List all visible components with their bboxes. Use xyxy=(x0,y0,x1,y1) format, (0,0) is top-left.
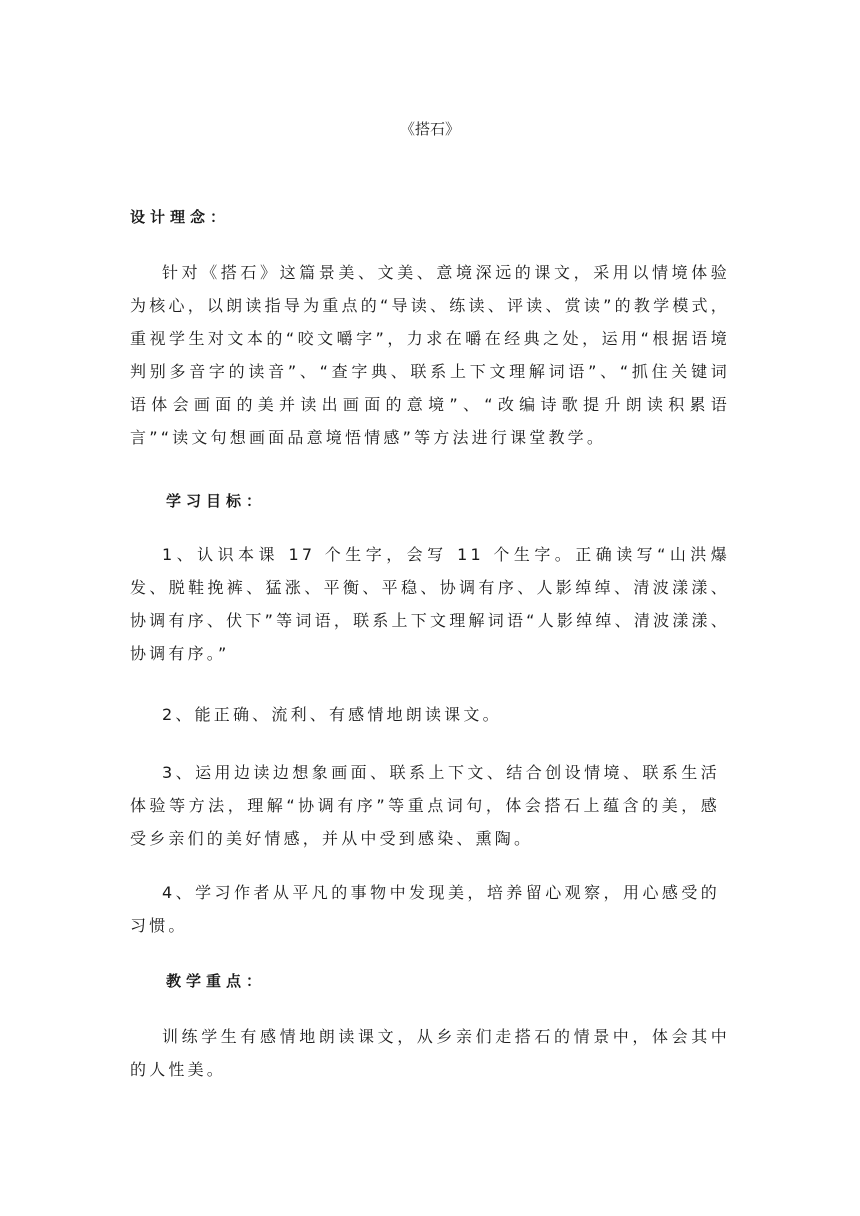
learning-goal-4: 4、学习作者从平凡的事物中发现美，培养留心观察，用心感受的习惯。 xyxy=(130,883,720,935)
section-heading-learning-goals: 学习目标： xyxy=(166,492,267,510)
teaching-focus-paragraph: 训练学生有感情地朗读课文，从乡亲们走搭石的情景中，体会其中的人性美。 xyxy=(130,1027,730,1079)
design-concept-paragraph: 针对《搭石》这篇景美、文美、意境深远的课文，采用以情境体验为核心，以朗读指导为重点的“导读、练读、评读、赏读”的教学模式，重视学生对文本的“咬文嚼字”，力求在嚼在经典之处，运用“根据语境判别多音字的读音”、“查字典、联系上下文理解词语”、“抓住关键词语体会画面的美并读出画面的意境”、“改编诗歌提升朗读积累语言”“读文句想画面品意境悟情感”等方法进行课堂教学。 xyxy=(130,263,730,447)
section-heading-design-concept: 设计理念： xyxy=(130,208,231,226)
learning-goal-2: 2、能正确、流利、有感情地朗读课文。 xyxy=(162,705,502,724)
section-heading-teaching-focus: 教学重点： xyxy=(166,972,267,990)
learning-goal-1: 1、认识本课 17 个生字，会写 11 个生字。正确读写“山洪爆发、脱鞋挽裤、猛涨、平衡、平稳、协调有序、人影绰绰、清波漾漾、协调有序、伏下”等词语，联系上下文理解词语“人影绰绰、清波漾漾、协调有序。” xyxy=(130,545,730,663)
learning-goal-3: 3、运用边读边想象画面、联系上下文、结合创设情境、联系生活体验等方法，理解“协调有序”等重点词句，体会搭石上蕴含的美，感受乡亲们的美好情感，并从中受到感染、熏陶。 xyxy=(130,763,720,848)
document-title: 《搭石》 xyxy=(399,120,460,138)
